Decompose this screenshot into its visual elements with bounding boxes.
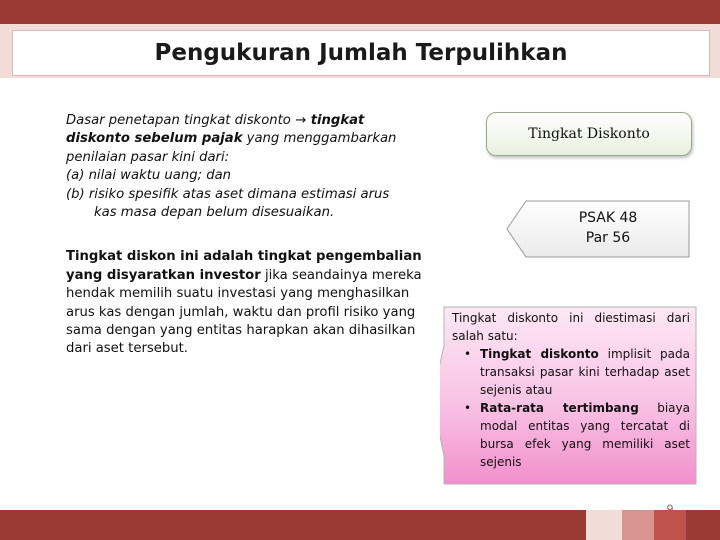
bullet1-bold: Tingkat diskonto xyxy=(480,347,599,361)
p1-line1: Dasar penetapan tingkat diskonto xyxy=(66,113,296,128)
discount-rate-label: Tingkat Diskonto xyxy=(528,126,650,142)
p1-bold: diskonto sebelum pajak xyxy=(66,131,243,147)
p2-rest: jika seandainya mereka hendak memilih suatu investasi yang menghasilkan arus kas dengan jumlah, waktu dan profil risiko yang sama dengan yang entitas harapkan akan dihasilkan dari aset tersebut. xyxy=(66,267,422,357)
item-b-line2: kas masa depan belum disesuaikan. xyxy=(94,205,335,221)
estimation-list xyxy=(452,345,690,471)
p1-rest: yang menggambarkan penilaian pasar kini dari: xyxy=(66,131,397,165)
title-box xyxy=(12,30,710,76)
top-bar xyxy=(0,0,720,24)
paragraph-required-return xyxy=(66,248,426,358)
discount-rate-box xyxy=(486,112,692,156)
p2-bold: Tingkat diskon ini adalah tingkat pengembalian yang disyaratkan investor xyxy=(66,249,422,283)
bullet-glyph: • xyxy=(464,401,472,415)
list-item xyxy=(452,345,690,399)
list-item xyxy=(452,399,690,471)
left-text-column xyxy=(66,112,426,359)
estimation-callout xyxy=(440,306,698,488)
right-diagram xyxy=(440,112,700,492)
bullet1-rest: implisit pada transaksi pasar kini terhadap aset sejenis atau xyxy=(480,347,691,397)
page-number: 9 xyxy=(666,502,674,516)
bullet-glyph: • xyxy=(464,347,472,361)
psak-text xyxy=(526,208,690,248)
item-b-line1: (b) risiko spesifik atas aset dimana estimasi arus xyxy=(66,186,390,202)
p1-line1b: tingkat xyxy=(306,113,365,128)
estimation-intro: Tingkat diskonto ini diestimasi dari salah satu: xyxy=(452,311,690,343)
slide-title: Pengukuran Jumlah Terpulihkan xyxy=(154,40,568,66)
arrow-glyph: → xyxy=(295,113,307,128)
bullet2-bold: Rata-rata tertimbang xyxy=(480,401,639,415)
paragraph-discount-basis xyxy=(66,112,426,222)
psak-line1: PSAK 48 xyxy=(578,210,638,226)
item-a: (a) nilai waktu uang; dan xyxy=(66,168,232,184)
bullet2-rest: biaya modal entitas yang tercatat di bursa efek yang memiliki aset sejenis xyxy=(480,401,690,469)
bottom-bar xyxy=(0,510,720,540)
psak-line2: Par 56 xyxy=(585,230,631,246)
psak-callout xyxy=(506,200,690,258)
estimation-text xyxy=(452,309,690,471)
